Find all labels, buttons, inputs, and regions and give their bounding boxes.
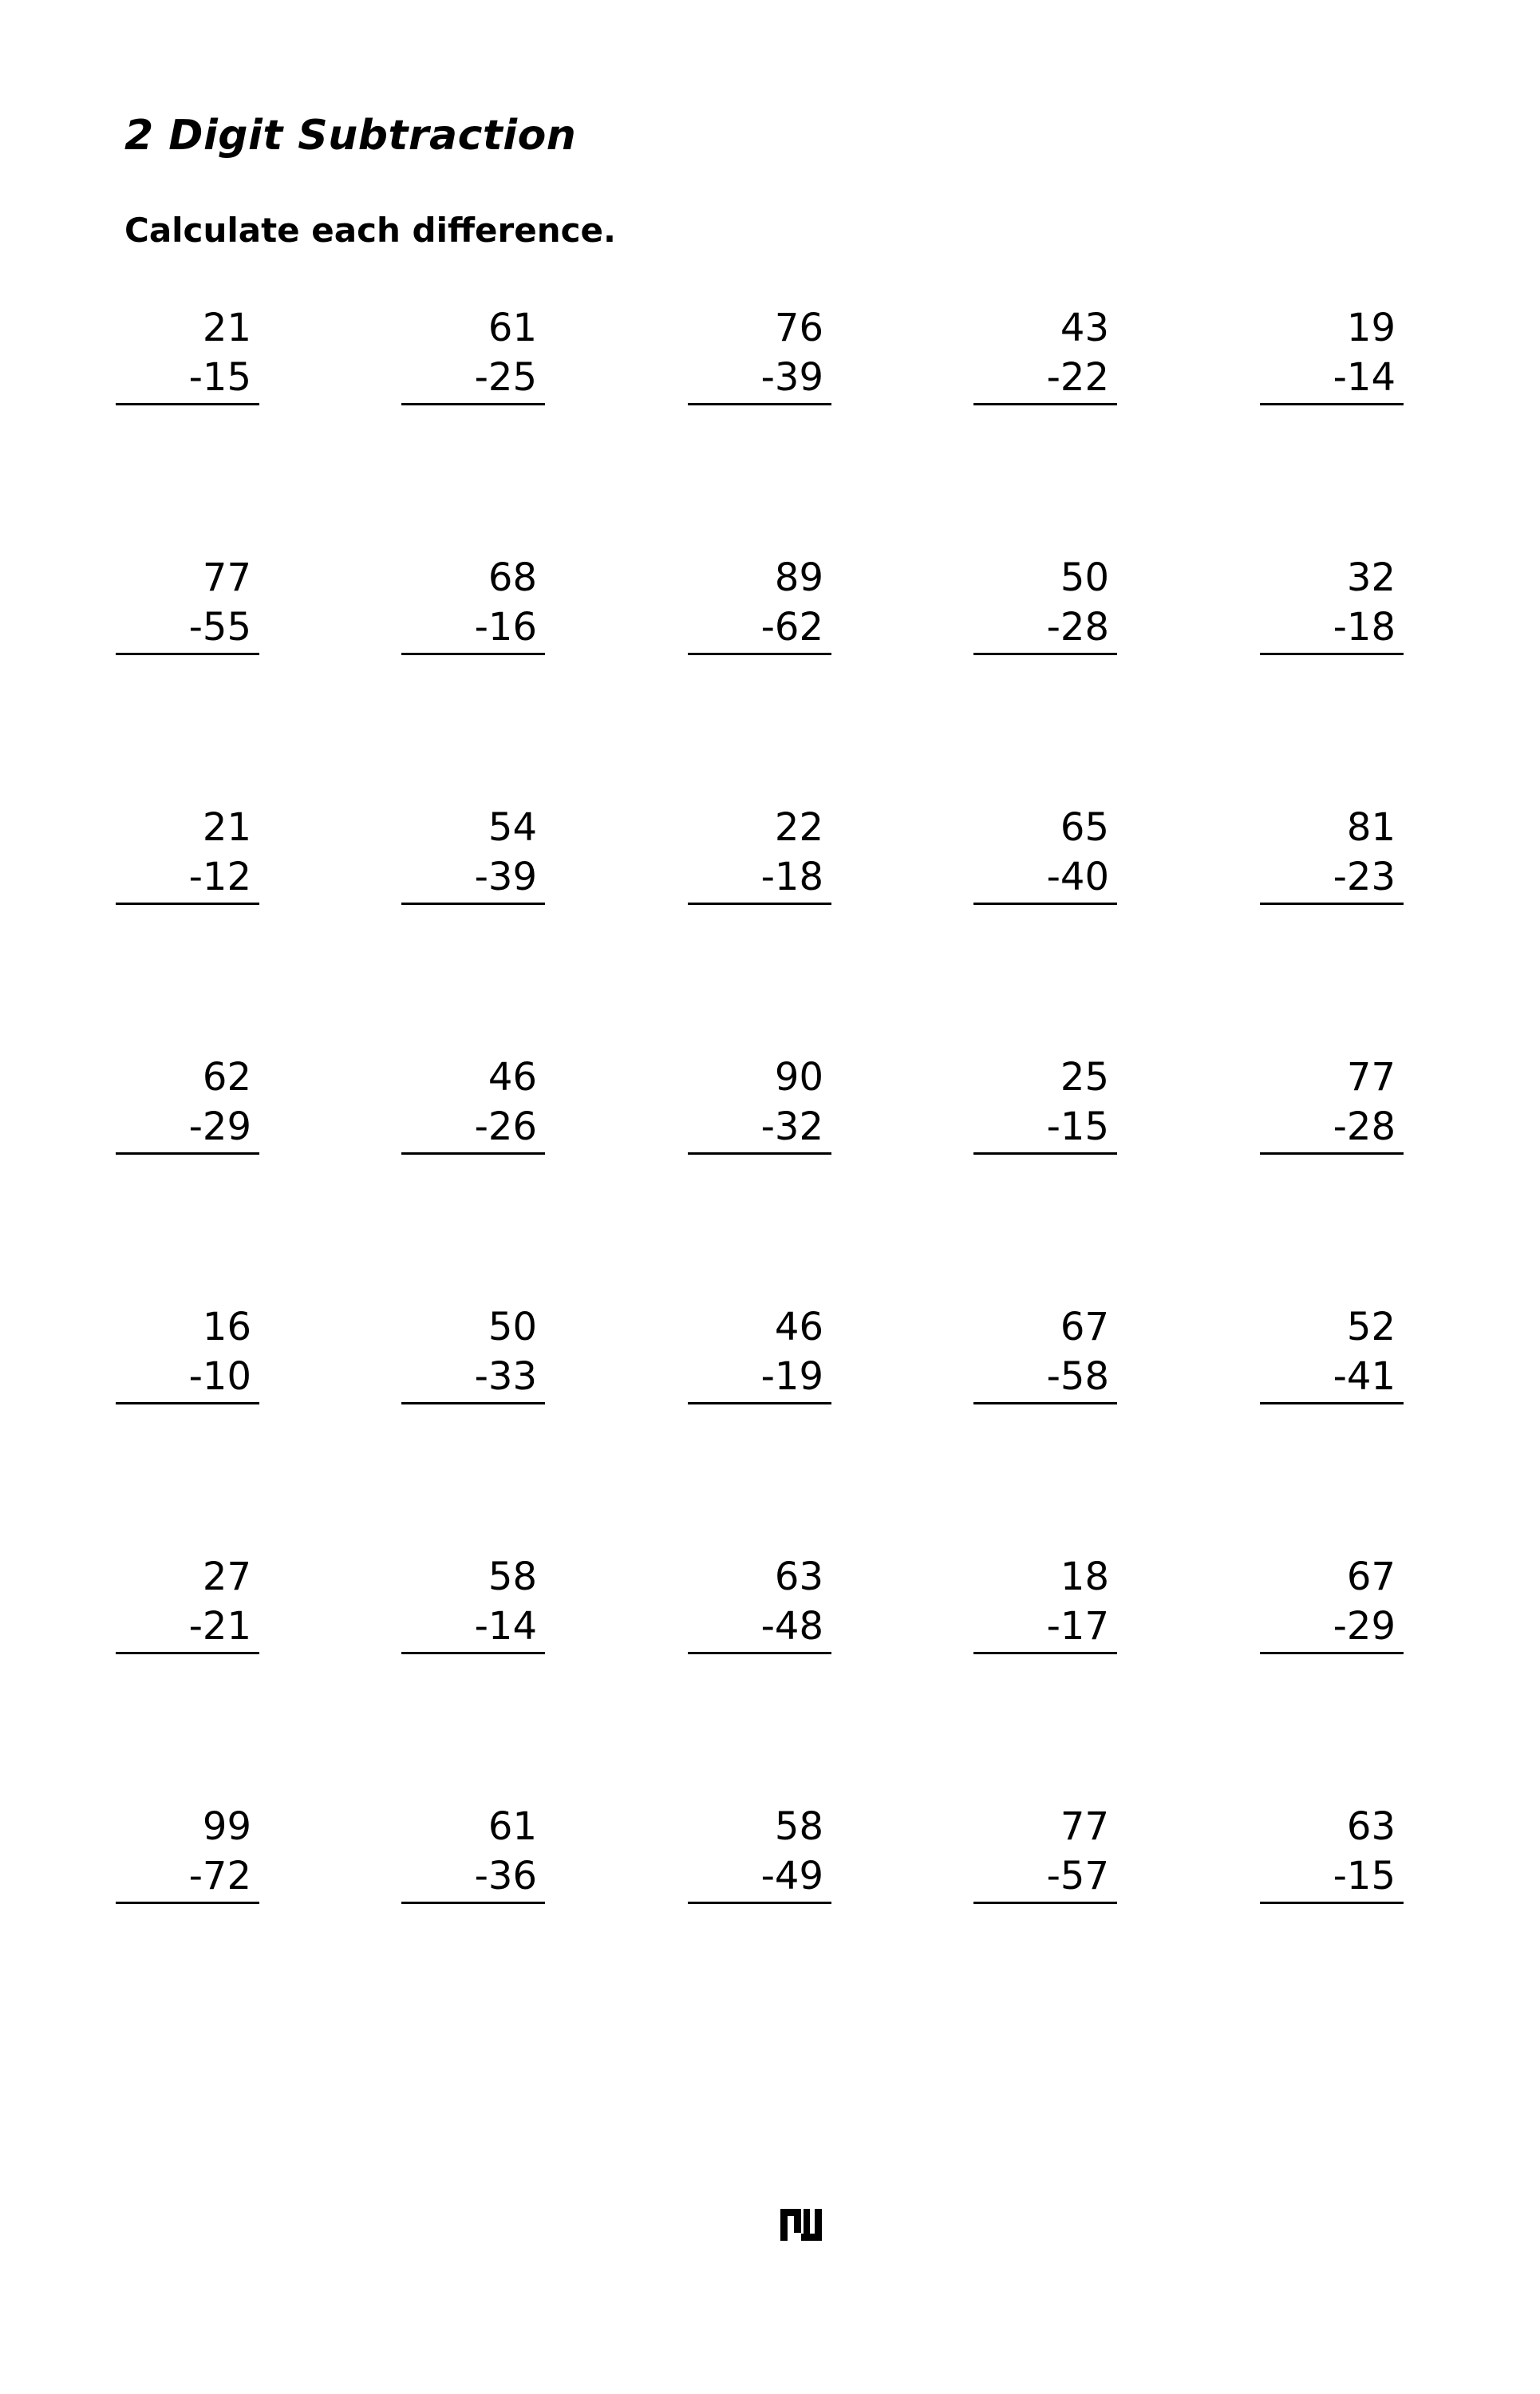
- problem: [1260, 1053, 1404, 1164]
- minuend: 21: [202, 805, 251, 850]
- answer-line: [401, 1402, 545, 1404]
- subtrahend: -16: [474, 605, 537, 650]
- problem: [688, 553, 831, 665]
- minuend: 63: [774, 1555, 823, 1599]
- minuend: 54: [488, 805, 537, 850]
- minuend: 67: [1060, 1305, 1109, 1349]
- subtrahend: -33: [474, 1354, 537, 1399]
- answer-line: [1260, 403, 1404, 405]
- problem: [1260, 1802, 1404, 1914]
- answer-line: [973, 1152, 1117, 1155]
- problem: [688, 1802, 831, 1914]
- minuend: 58: [488, 1555, 537, 1599]
- subtrahend: -55: [188, 605, 251, 650]
- answer-line: [401, 1152, 545, 1155]
- minuend: 81: [1346, 805, 1396, 850]
- minuend: 76: [774, 306, 823, 350]
- answer-line: [401, 1902, 545, 1904]
- subtrahend: -39: [760, 355, 823, 400]
- answer-line: [116, 1152, 259, 1155]
- answer-line: [401, 903, 545, 905]
- minuend: 61: [488, 1804, 537, 1849]
- answer-line: [116, 903, 259, 905]
- answer-line: [973, 903, 1117, 905]
- subtrahend: -22: [1046, 355, 1109, 400]
- subtrahend: -29: [1333, 1604, 1396, 1649]
- problem: [1260, 1302, 1404, 1414]
- answer-line: [116, 1902, 259, 1904]
- minuend: 58: [774, 1804, 823, 1849]
- answer-line: [1260, 653, 1404, 655]
- answer-line: [688, 903, 831, 905]
- minuend: 62: [202, 1055, 251, 1100]
- subtrahend: -14: [474, 1604, 537, 1649]
- minuend: 65: [1060, 805, 1109, 850]
- subtrahend: -17: [1046, 1604, 1109, 1649]
- minuend: 46: [488, 1055, 537, 1100]
- problem: [116, 803, 259, 915]
- page-title: 2 Digit Subtraction: [124, 112, 577, 160]
- minuend: 52: [1346, 1305, 1396, 1349]
- problem: [1260, 303, 1404, 415]
- problem: [688, 1053, 831, 1164]
- answer-line: [116, 1402, 259, 1404]
- minuend: 18: [1060, 1555, 1109, 1599]
- minuend: 19: [1346, 306, 1396, 350]
- problem: [1260, 1552, 1404, 1664]
- problem: [973, 1552, 1117, 1664]
- subtrahend: -58: [1046, 1354, 1109, 1399]
- publisher-logo-icon: [780, 2209, 822, 2241]
- minuend: 67: [1346, 1555, 1396, 1599]
- problem: [973, 803, 1117, 915]
- minuend: 61: [488, 306, 537, 350]
- subtrahend: -15: [1046, 1104, 1109, 1149]
- answer-line: [116, 653, 259, 655]
- problem: [401, 303, 545, 415]
- answer-line: [688, 1402, 831, 1404]
- subtrahend: -10: [188, 1354, 251, 1399]
- subtrahend: -57: [1046, 1854, 1109, 1898]
- problem: [688, 303, 831, 415]
- subtrahend: -36: [474, 1854, 537, 1898]
- subtrahend: -14: [1333, 355, 1396, 400]
- problem: [116, 1552, 259, 1664]
- subtrahend: -26: [474, 1104, 537, 1149]
- subtrahend: -39: [474, 855, 537, 899]
- answer-line: [401, 403, 545, 405]
- subtrahend: -48: [760, 1604, 823, 1649]
- problem: [1260, 553, 1404, 665]
- problem: [116, 553, 259, 665]
- answer-line: [1260, 1902, 1404, 1904]
- minuend: 89: [774, 555, 823, 600]
- problem: [973, 553, 1117, 665]
- problem: [973, 1302, 1117, 1414]
- problem: [973, 1802, 1117, 1914]
- problem: [116, 1302, 259, 1414]
- answer-line: [688, 653, 831, 655]
- answer-line: [688, 1902, 831, 1904]
- answer-line: [116, 1652, 259, 1654]
- answer-line: [973, 653, 1117, 655]
- minuend: 50: [488, 1305, 537, 1349]
- problem: [688, 1552, 831, 1664]
- answer-line: [401, 653, 545, 655]
- answer-line: [973, 403, 1117, 405]
- subtrahend: -62: [760, 605, 823, 650]
- minuend: 90: [774, 1055, 823, 1100]
- instructions: Calculate each difference.: [124, 211, 616, 250]
- subtrahend: -12: [188, 855, 251, 899]
- answer-line: [1260, 1402, 1404, 1404]
- problem: [401, 1552, 545, 1664]
- subtrahend: -21: [188, 1604, 251, 1649]
- minuend: 50: [1060, 555, 1109, 600]
- problem: [688, 1302, 831, 1414]
- subtrahend: -29: [188, 1104, 251, 1149]
- answer-line: [1260, 1652, 1404, 1654]
- subtrahend: -15: [1333, 1854, 1396, 1898]
- problem: [1260, 803, 1404, 915]
- problem: [401, 803, 545, 915]
- subtrahend: -18: [760, 855, 823, 899]
- minuend: 77: [1060, 1804, 1109, 1849]
- answer-line: [688, 1652, 831, 1654]
- minuend: 21: [202, 306, 251, 350]
- subtrahend: -49: [760, 1854, 823, 1898]
- problem: [973, 1053, 1117, 1164]
- problem: [116, 1802, 259, 1914]
- subtrahend: -15: [188, 355, 251, 400]
- minuend: 16: [202, 1305, 251, 1349]
- minuend: 32: [1346, 555, 1396, 600]
- minuend: 77: [202, 555, 251, 600]
- answer-line: [116, 403, 259, 405]
- minuend: 43: [1060, 306, 1109, 350]
- subtrahend: -41: [1333, 1354, 1396, 1399]
- problem: [116, 303, 259, 415]
- answer-line: [1260, 903, 1404, 905]
- minuend: 22: [774, 805, 823, 850]
- problem: [973, 303, 1117, 415]
- subtrahend: -25: [474, 355, 537, 400]
- problem: [116, 1053, 259, 1164]
- subtrahend: -28: [1046, 605, 1109, 650]
- answer-line: [1260, 1152, 1404, 1155]
- minuend: 63: [1346, 1804, 1396, 1849]
- answer-line: [973, 1902, 1117, 1904]
- minuend: 77: [1346, 1055, 1396, 1100]
- answer-line: [688, 1152, 831, 1155]
- problem: [401, 553, 545, 665]
- subtrahend: -72: [188, 1854, 251, 1898]
- minuend: 27: [202, 1555, 251, 1599]
- subtrahend: -28: [1333, 1104, 1396, 1149]
- minuend: 46: [774, 1305, 823, 1349]
- answer-line: [401, 1652, 545, 1654]
- subtrahend: -32: [760, 1104, 823, 1149]
- problem: [688, 803, 831, 915]
- answer-line: [973, 1402, 1117, 1404]
- minuend: 25: [1060, 1055, 1109, 1100]
- subtrahend: -40: [1046, 855, 1109, 899]
- minuend: 99: [202, 1804, 251, 1849]
- answer-line: [973, 1652, 1117, 1654]
- problem: [401, 1802, 545, 1914]
- problem: [401, 1053, 545, 1164]
- answer-line: [688, 403, 831, 405]
- minuend: 68: [488, 555, 537, 600]
- problem: [401, 1302, 545, 1414]
- subtrahend: -18: [1333, 605, 1396, 650]
- subtrahend: -19: [760, 1354, 823, 1399]
- subtrahend: -23: [1333, 855, 1396, 899]
